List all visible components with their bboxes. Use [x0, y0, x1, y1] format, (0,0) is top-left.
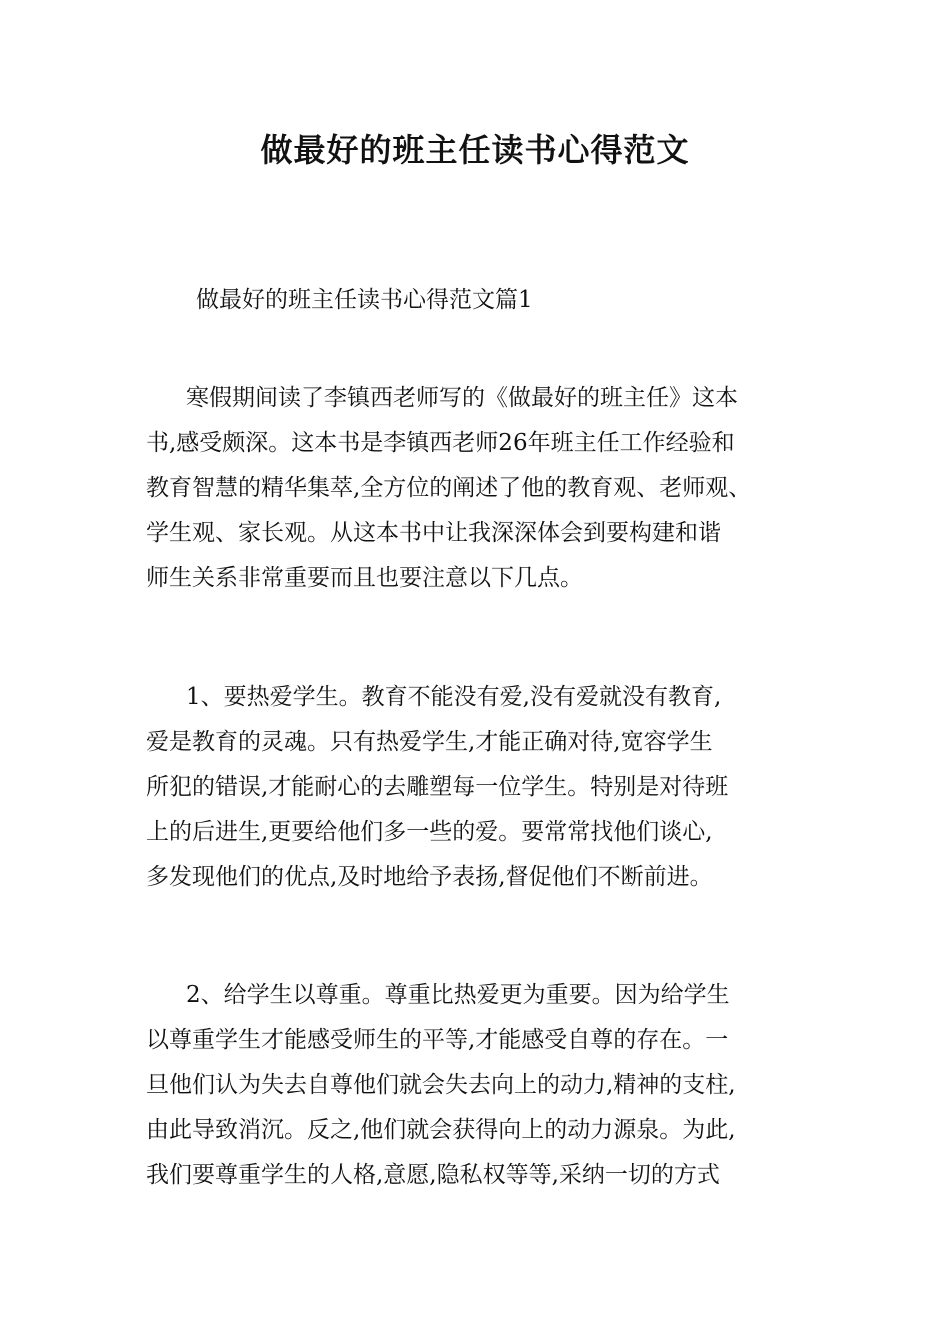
- paragraph-line: 所犯的错误,才能耐心的去雕塑每一位学生。特别是对待班: [146, 774, 729, 800]
- paragraph-1: [146, 376, 826, 601]
- paragraph-line: 书,感受颇深。这本书是李镇西老师26年班主任工作经验和: [146, 430, 735, 456]
- paragraph-line: 多发现他们的优点,及时地给予表扬,督促他们不断前进。: [146, 864, 713, 890]
- paragraph-line: 2、给学生以尊重。尊重比热爱更为重要。因为给学生: [186, 982, 730, 1008]
- paragraph-line: 以尊重学生才能感受师生的平等,才能感受自尊的存在。一: [146, 1027, 729, 1053]
- document-title: 做最好的班主任读书心得范文: [260, 131, 690, 169]
- paragraph-line: 上的后进生,更要给他们多一些的爱。要常常找他们谈心,: [146, 819, 713, 845]
- paragraph-line: 我们要尊重学生的人格,意愿,隐私权等等,采纳一切的方式: [146, 1162, 720, 1188]
- paragraph-line: 学生观、家长观。从这本书中让我深深体会到要构建和谐: [146, 520, 721, 546]
- paragraph-line: 师生关系非常重要而且也要注意以下几点。: [146, 565, 583, 591]
- paragraph-line: 寒假期间读了李镇西老师写的《做最好的班主任》这本: [186, 385, 738, 411]
- paragraph-2: [146, 675, 826, 900]
- section-heading: 做最好的班主任读书心得范文篇1: [196, 287, 533, 313]
- paragraph-3: [146, 973, 826, 1198]
- paragraph-line: 爱是教育的灵魂。只有热爱学生,才能正确对待,宽容学生: [146, 729, 713, 755]
- paragraph-line: 1、要热爱学生。教育不能没有爱,没有爱就没有教育,: [186, 684, 722, 710]
- paragraph-line: 由此导致消沉。反之,他们就会获得向上的动力源泉。为此,: [146, 1117, 736, 1143]
- paragraph-line: 教育智慧的精华集萃,全方位的阐述了他的教育观、老师观、: [146, 475, 752, 501]
- paragraph-line: 旦他们认为失去自尊他们就会失去向上的动力,精神的支柱,: [146, 1072, 736, 1098]
